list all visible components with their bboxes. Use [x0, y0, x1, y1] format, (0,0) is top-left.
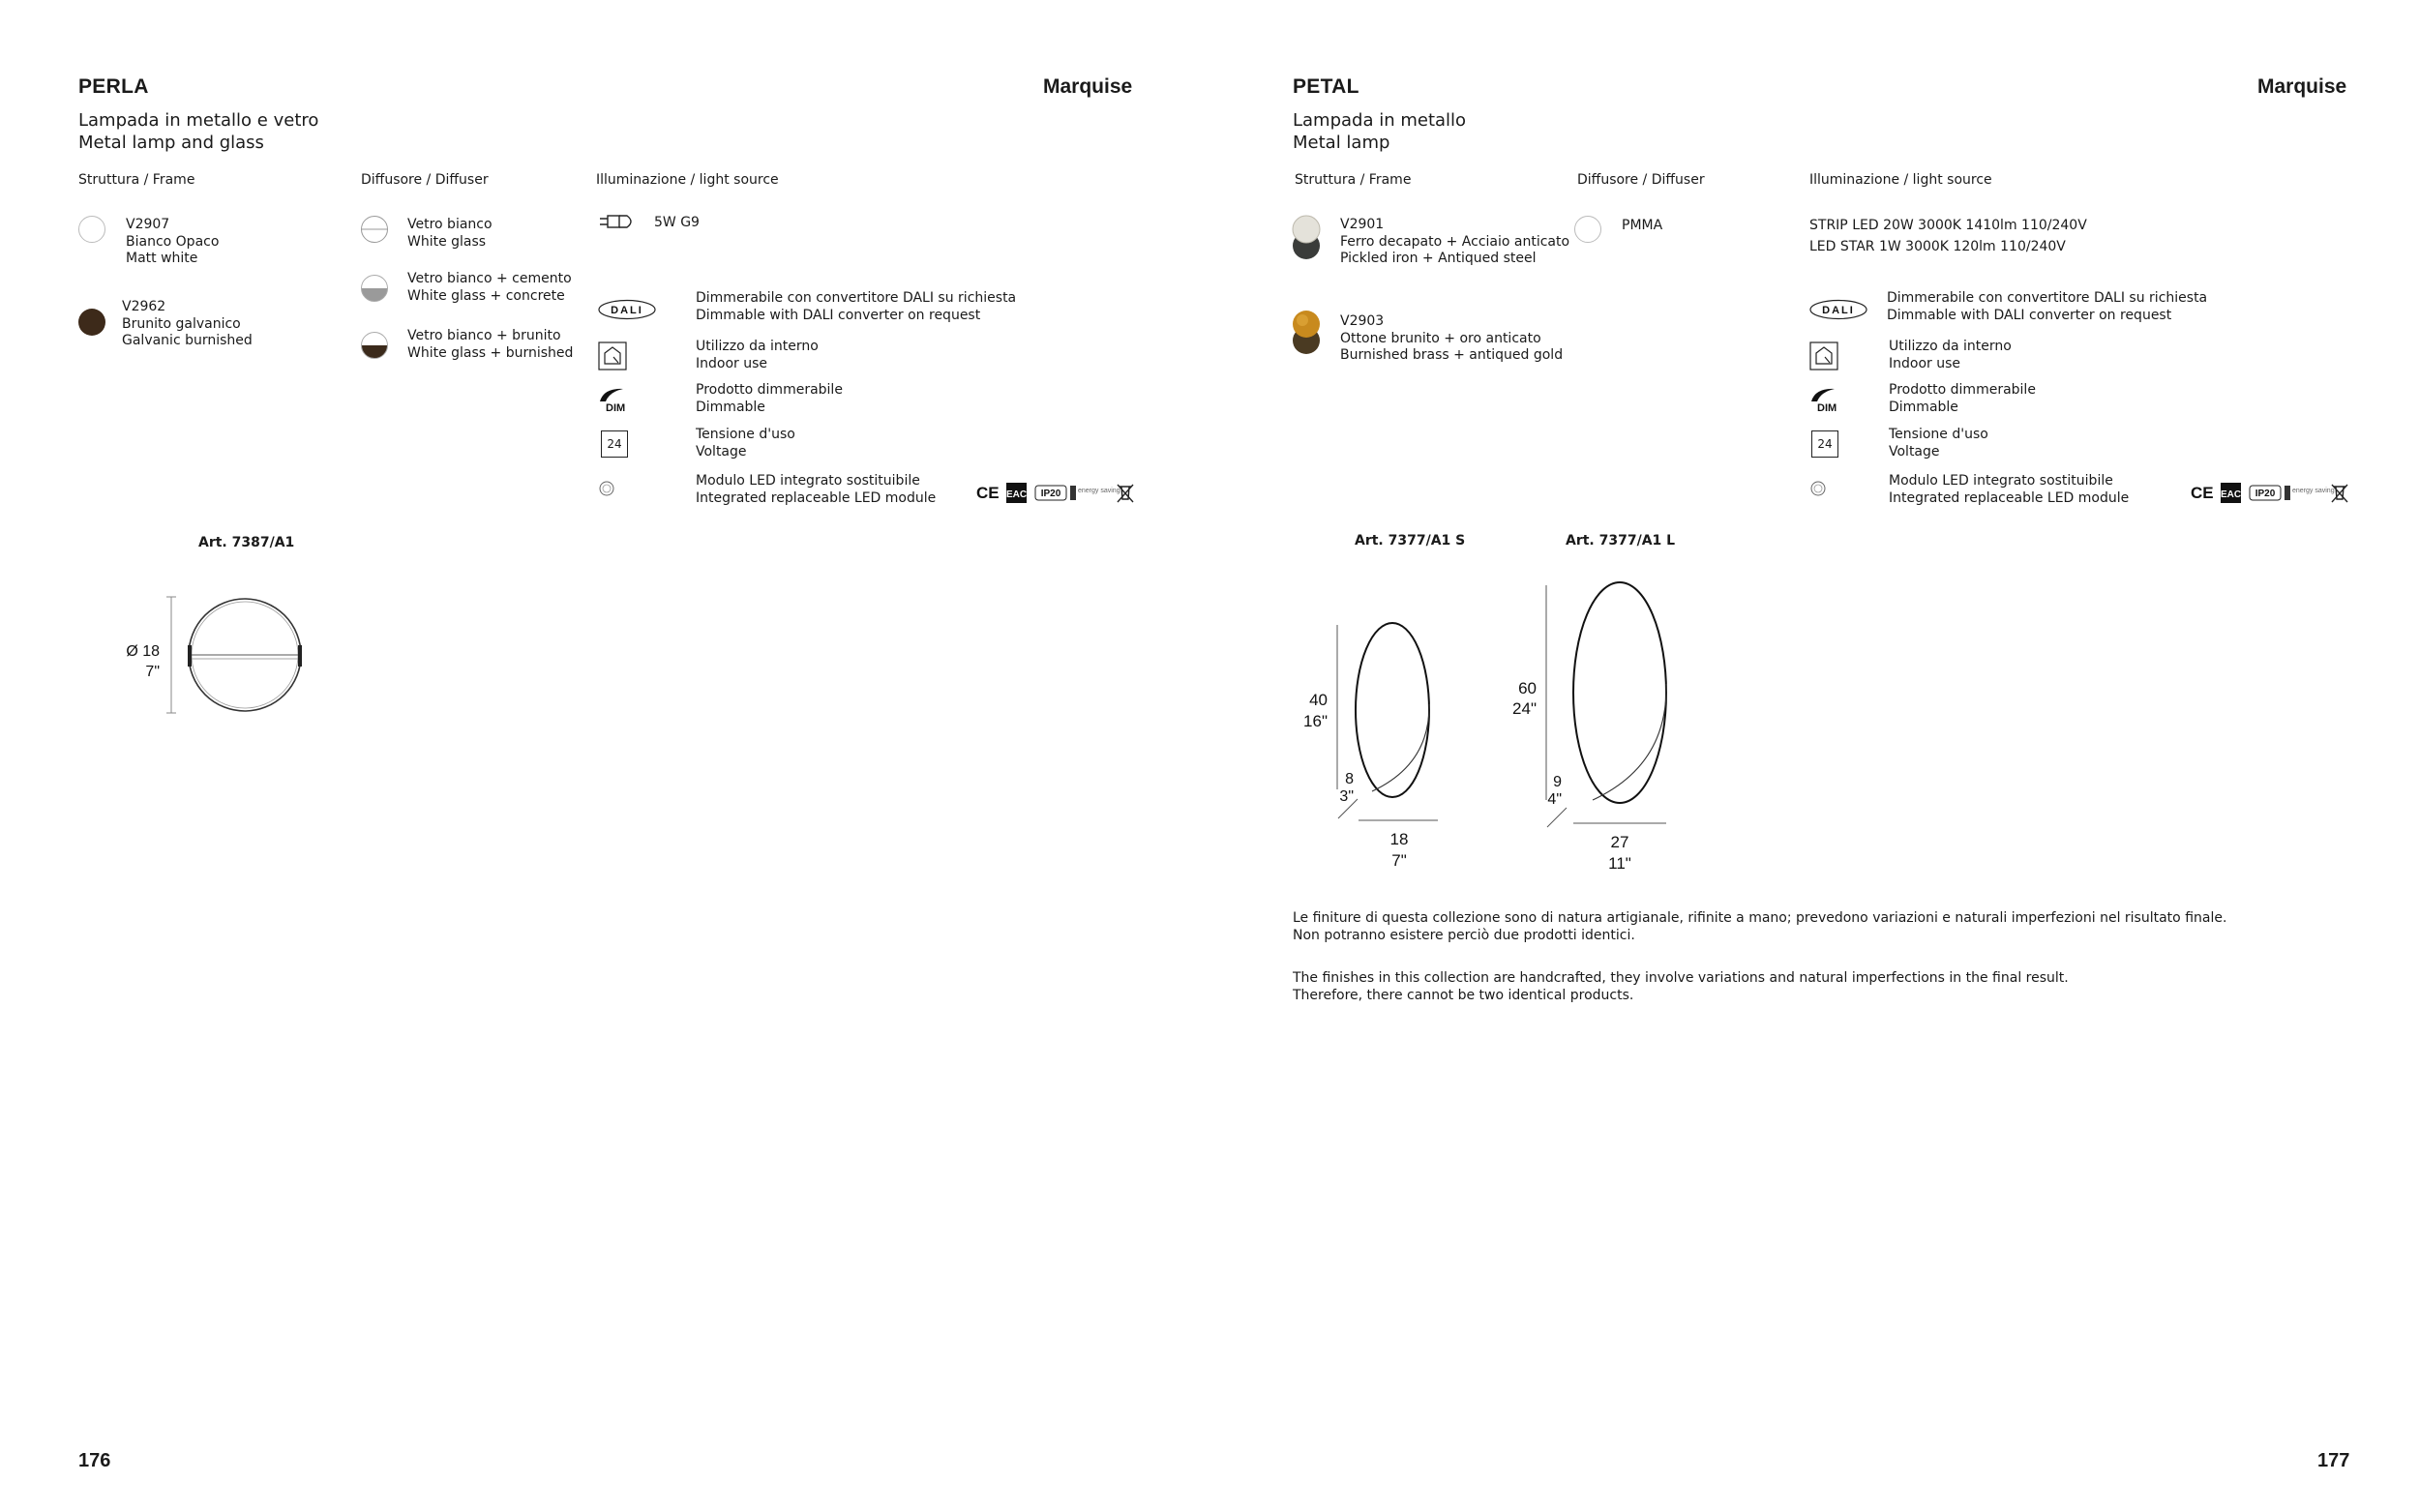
feature-it: Prodotto dimmerabile — [1889, 382, 2036, 398]
energy-saving-label: energy saving — [2292, 488, 2335, 494]
page-number: 176 — [78, 1450, 111, 1471]
diameter-cm: Ø 18 — [126, 643, 160, 660]
perla-dimension-drawing — [121, 585, 324, 721]
diffuser-option — [407, 217, 493, 251]
petal-l-dimension-drawing — [1511, 576, 1686, 875]
frame-name-en: Galvanic burnished — [122, 333, 253, 348]
feature-en: Indoor use — [696, 355, 768, 371]
feature-it: Utilizzo da interno — [696, 339, 819, 354]
feature-indoor — [1889, 339, 2012, 372]
feature-it: Dimmerabile con convertitore DALI su richiesta — [1887, 290, 2208, 306]
energy-saving-label: energy saving — [1078, 488, 1120, 494]
diffuser-name-it: Vetro bianco + brunito — [407, 328, 561, 343]
article-number-s: Art. 7377/A1 S — [1355, 533, 1466, 548]
light-heading: Illuminazione / light source — [596, 172, 779, 188]
led-module-icon — [598, 480, 615, 497]
feature-it: Tensione d'uso — [1889, 427, 1988, 442]
feature-voltage — [696, 427, 795, 460]
feature-led-module — [696, 473, 936, 507]
frame-name-it: Ottone brunito + oro anticato — [1340, 330, 1541, 346]
feature-led-module — [1889, 473, 2129, 507]
diffuser-heading: Diffusore / Diffuser — [1577, 172, 1705, 188]
depth-in: 3" — [1339, 788, 1354, 805]
feature-it: Tensione d'uso — [696, 427, 795, 442]
frame-code: V2901 — [1340, 217, 1385, 232]
note-line: The finishes in this collection are handcrafted, they involve variations and natural imperfections in the final result. — [1293, 970, 2069, 986]
frame-option — [122, 299, 253, 350]
brand-name: Marquise — [2257, 75, 2347, 98]
diffuser-name-it: Vetro bianco — [407, 217, 493, 232]
subtitle-en: Metal lamp — [1293, 133, 1390, 153]
height-cm: 60 — [1518, 679, 1537, 697]
ce-mark-icon: CE — [2191, 484, 2214, 502]
energy-saving-icon — [2285, 486, 2290, 500]
width-in: 11" — [1608, 854, 1631, 873]
feature-en: Dimmable with DALI converter on request — [696, 307, 981, 323]
swatch-white-glass-burnished — [360, 331, 389, 360]
frame-name-en: Burnished brass + antiqued gold — [1340, 347, 1564, 363]
diffuser-option — [407, 328, 573, 362]
swatch-galvanic-burnished — [78, 309, 105, 336]
swatch-pickled-iron — [1291, 215, 1322, 261]
frame-name-it: Ferro decapato + Acciaio anticato — [1340, 233, 1570, 250]
depth-cm: 9 — [1553, 774, 1562, 790]
indoor-use-icon — [598, 341, 627, 371]
frame-name-it: Brunito galvanico — [122, 315, 241, 332]
feature-voltage — [1889, 427, 1988, 460]
swatch-white-glass-concrete — [360, 274, 389, 303]
swatch-pmma — [1574, 216, 1601, 243]
frame-name-en: Matt white — [126, 251, 198, 266]
product-subtitle — [1293, 109, 1466, 154]
feature-indoor — [696, 339, 819, 372]
feature-en: Dimmable with DALI converter on request — [1887, 307, 2172, 323]
page-right — [1210, 0, 2419, 1512]
feature-dali — [1887, 290, 2207, 324]
width-cm: 18 — [1389, 830, 1409, 848]
frame-option — [1340, 313, 1563, 365]
voltage-icon: 24 — [601, 430, 628, 458]
svg-text:EAC: EAC — [2220, 489, 2242, 500]
indoor-use-icon — [1809, 341, 1838, 371]
ce-mark-icon: CE — [976, 484, 1000, 502]
swatch-matt-white — [78, 216, 105, 243]
frame-code: V2962 — [122, 299, 166, 314]
feature-en: Dimmable — [696, 399, 765, 415]
feature-en: Indoor use — [1889, 355, 1961, 371]
dim-icon — [1809, 386, 1842, 413]
diffuser-name-en: White glass — [407, 233, 487, 250]
diameter-in: 7" — [145, 664, 160, 680]
feature-it: Utilizzo da interno — [1889, 339, 2012, 354]
frame-name-it: Bianco Opaco — [126, 233, 220, 250]
finish-note-en — [1293, 970, 2357, 1004]
feature-en: Integrated replaceable LED module — [1889, 489, 2130, 506]
subtitle-it: Lampada in metallo — [1293, 110, 1467, 131]
height-in: 24" — [1512, 699, 1537, 718]
certification-strip — [975, 481, 1135, 504]
brand-name: Marquise — [1043, 75, 1133, 98]
feature-en: Voltage — [696, 443, 747, 460]
diffuser-heading: Diffusore / Diffuser — [361, 172, 489, 188]
product-subtitle — [78, 109, 318, 154]
frame-code: V2907 — [126, 217, 170, 232]
feature-en: Dimmable — [1889, 399, 1958, 415]
ip-rating-label: IP20 — [1040, 489, 1061, 499]
article-number-l: Art. 7377/A1 L — [1566, 533, 1676, 548]
height-in: 16" — [1303, 712, 1328, 730]
ip-rating-label: IP20 — [2255, 489, 2276, 499]
light-heading: Illuminazione / light source — [1809, 172, 1992, 188]
frame-name-en: Pickled iron + Antiqued steel — [1340, 251, 1537, 266]
certification-strip — [2190, 481, 2349, 504]
feature-dimmable — [1889, 382, 2036, 416]
feature-it: Modulo LED integrato sostituibile — [696, 473, 920, 489]
light-source-text: 5W G9 — [654, 215, 700, 230]
depth-in: 4" — [1547, 791, 1562, 808]
diffuser-name-en: White glass + burnished — [407, 344, 574, 361]
dali-icon — [598, 299, 656, 320]
finish-note-it — [1293, 910, 2357, 944]
svg-text:DALI: DALI — [1822, 305, 1855, 316]
dali-icon — [1809, 299, 1867, 320]
svg-text:EAC: EAC — [1005, 489, 1028, 500]
feature-dimmable — [696, 382, 843, 416]
svg-text:DIM: DIM — [606, 402, 626, 414]
feature-it: Dimmerabile con convertitore DALI su richiesta — [696, 290, 1017, 306]
feature-it: Prodotto dimmerabile — [696, 382, 843, 398]
diffuser-name-en: White glass + concrete — [407, 287, 565, 304]
swatch-white-glass — [360, 215, 389, 244]
light-line: LED STAR 1W 3000K 120lm 110/240V — [1809, 239, 2066, 254]
width-cm: 27 — [1610, 833, 1629, 851]
dim-icon — [598, 386, 631, 413]
voltage-icon: 24 — [1811, 430, 1838, 458]
product-title: PETAL — [1293, 75, 1359, 98]
product-title: PERLA — [78, 75, 149, 98]
subtitle-it: Lampada in metallo e vetro — [78, 110, 319, 131]
feature-en: Voltage — [1889, 443, 1940, 460]
svg-text:DALI: DALI — [611, 305, 643, 316]
light-line: STRIP LED 20W 3000K 1410lm 110/240V — [1809, 218, 2087, 233]
petal-s-dimension-drawing — [1303, 600, 1461, 880]
g9-bulb-icon — [598, 212, 639, 231]
diffuser-pmma: PMMA — [1622, 218, 1663, 233]
note-line: Therefore, there cannot be two identical products. — [1293, 987, 1634, 1003]
depth-cm: 8 — [1345, 771, 1354, 787]
article-number: Art. 7387/A1 — [198, 535, 295, 550]
subtitle-en: Metal lamp and glass — [78, 133, 264, 153]
feature-en: Integrated replaceable LED module — [696, 489, 937, 506]
width-in: 7" — [1391, 851, 1407, 870]
frame-code: V2903 — [1340, 313, 1385, 329]
energy-saving-icon — [1070, 486, 1076, 500]
swatch-burnished-brass — [1291, 310, 1322, 356]
feature-dali — [696, 290, 1016, 324]
frame-option — [126, 217, 219, 268]
note-line: Non potranno esistere perciò due prodotti identici. — [1293, 927, 1635, 943]
svg-text:DIM: DIM — [1817, 402, 1837, 414]
led-module-icon — [1809, 480, 1827, 497]
light-source — [1809, 215, 2087, 257]
frame-heading: Struttura / Frame — [1295, 172, 1412, 188]
feature-it: Modulo LED integrato sostituibile — [1889, 473, 2113, 489]
frame-option — [1340, 217, 1569, 268]
height-cm: 40 — [1309, 691, 1328, 709]
frame-heading: Struttura / Frame — [78, 172, 195, 188]
diffuser-option — [407, 271, 572, 305]
page-number: 177 — [2317, 1450, 2350, 1471]
diffuser-name-it: Vetro bianco + cemento — [407, 271, 572, 286]
note-line: Le finiture di questa collezione sono di natura artigianale, rifinite a mano; prevedono variazioni e naturali imperfezioni nel risultato finale. — [1293, 910, 2227, 926]
